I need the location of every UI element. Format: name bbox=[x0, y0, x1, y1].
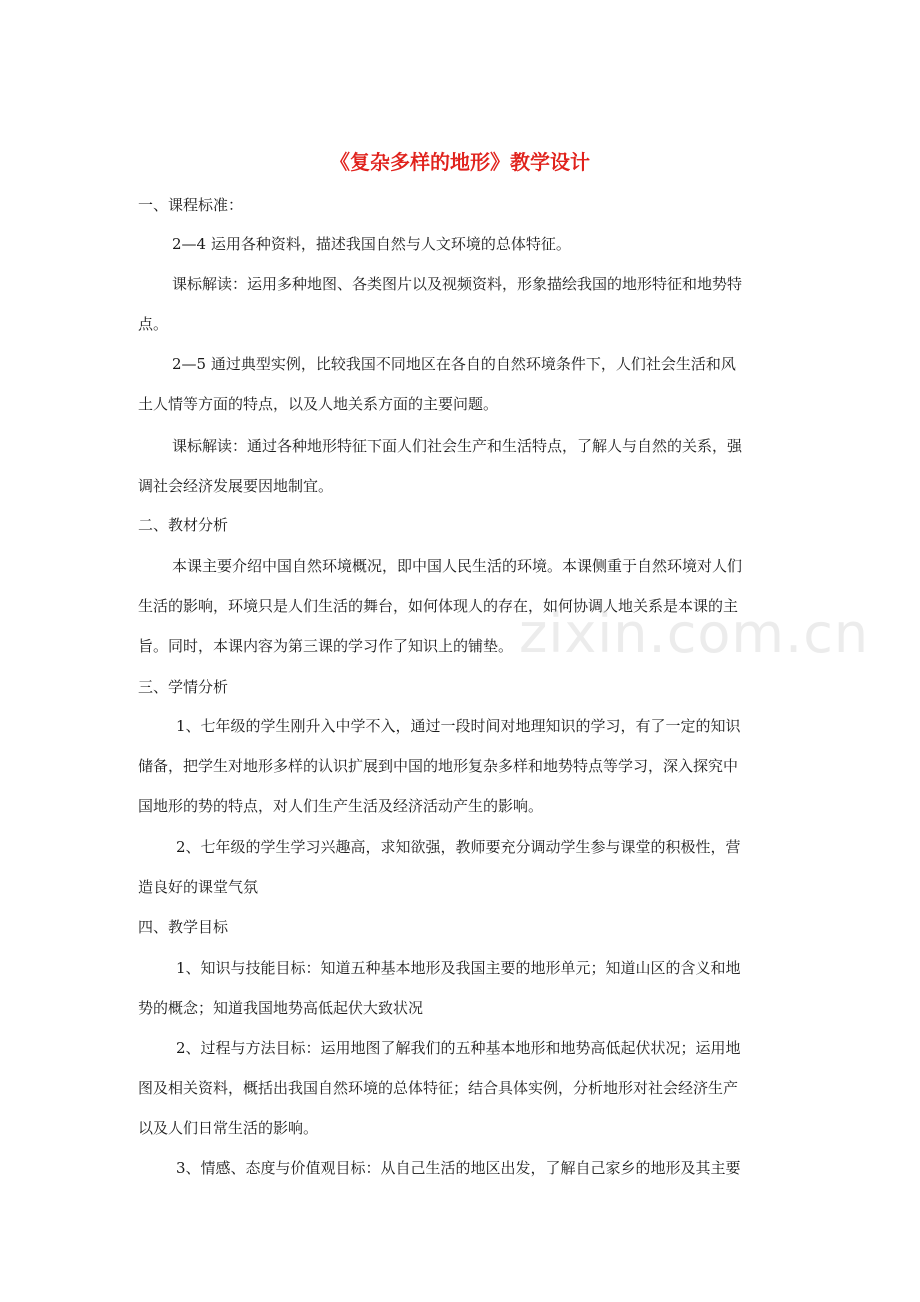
paragraph-line: 2、过程与方法目标：运用地图了解我们的五种基本地形和地势高低起伏状况；运用地 bbox=[176, 1039, 741, 1057]
paragraph-line: 1、知识与技能目标：知道五种基本地形及我国主要的地形单元；知道山区的含义和地 bbox=[176, 959, 741, 977]
paragraph-line: 图及相关资料，概括出我国自然环境的总体特征；结合具体实例，分析地形对社会经济生产 bbox=[138, 1079, 739, 1097]
paragraph-line: 点。 bbox=[138, 315, 169, 333]
paragraph-line: 调社会经济发展要因地制宜。 bbox=[138, 477, 334, 495]
section-heading-students: 三、学情分析 bbox=[138, 678, 229, 696]
paragraph-line: 土人情等方面的特点，以及人地关系方面的主要问题。 bbox=[138, 395, 499, 413]
paragraph-line: 势的概念；知道我国地势高低起伏大致状况 bbox=[138, 999, 424, 1017]
paragraph-line: 本课主要介绍中国自然环境概况，即中国人民生活的环境。本课侧重于自然环境对人们 bbox=[172, 557, 743, 575]
paragraph-line: 2、七年级的学生学习兴趣高，求知欲强，教师要充分调动学生参与课堂的积极性，营 bbox=[176, 838, 741, 856]
paragraph-line: 2—4 运用各种资料，描述我国自然与人文环境的总体特征。 bbox=[172, 235, 571, 253]
paragraph-line: 3、情感、态度与价值观目标：从自己生活的地区出发，了解自己家乡的地形及其主要 bbox=[176, 1159, 741, 1177]
paragraph-line: 2—5 通过典型实例，比较我国不同地区在各自的自然环境条件下，人们社会生活和风 bbox=[172, 355, 736, 373]
paragraph-line: 造良好的课堂气氛 bbox=[138, 878, 259, 896]
section-heading-textbook: 二、教材分析 bbox=[138, 516, 229, 534]
paragraph-line: 课标解读：运用多种地图、各类图片以及视频资料，形象描绘我国的地形特征和地势特 bbox=[172, 275, 743, 293]
paragraph-line: 国地形的势的特点，对人们生产生活及经济活动产生的影响。 bbox=[138, 797, 544, 815]
paragraph-line: 旨。同时，本课内容为第三课的学习作了知识上的铺垫。 bbox=[138, 637, 514, 655]
paragraph-line: 1、七年级的学生刚升入中学不入，通过一段时间对地理知识的学习，有了一定的知识 bbox=[176, 717, 741, 735]
paragraph-line: 生活的影响，环境只是人们生活的舞台，如何体现人的存在，如何协调人地关系是本课的主 bbox=[138, 597, 739, 615]
paragraph-line: 储备，把学生对地形多样的认识扩展到中国的地形复杂多样和地势特点等学习，深入探究中 bbox=[138, 757, 739, 775]
document-title: 《复杂多样的地形》教学设计 bbox=[330, 150, 590, 174]
section-heading-curriculum: 一、课程标准： bbox=[138, 196, 244, 214]
paragraph-line: 以及人们日常生活的影响。 bbox=[138, 1119, 319, 1137]
section-heading-goals: 四、教学目标 bbox=[138, 918, 229, 936]
paragraph-line: 课标解读：通过各种地形特征下面人们社会生产和生活特点，了解人与自然的关系，强 bbox=[172, 437, 743, 455]
watermark: zixin.com.cn bbox=[519, 602, 870, 665]
